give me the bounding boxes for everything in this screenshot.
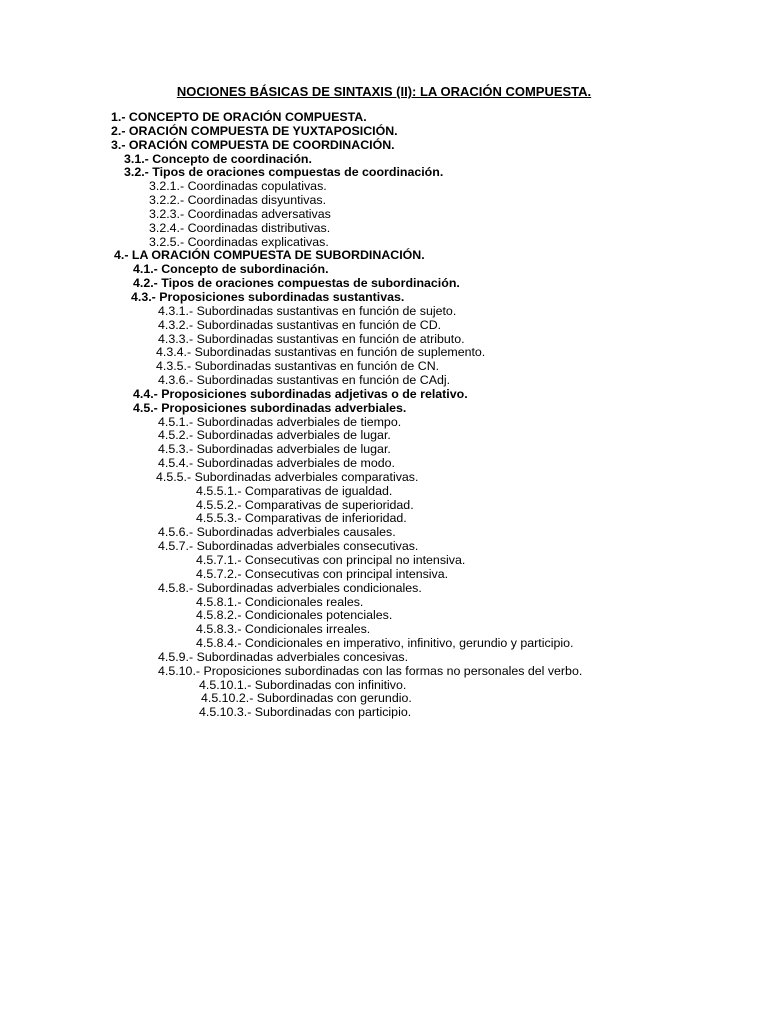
toc-item: 3.2.2.- Coordinadas disyuntivas. — [149, 193, 327, 208]
toc-item: 4.5.8.- Subordinadas adverbiales condicionales. — [158, 580, 422, 595]
toc-subheading: 4.5.- Proposiciones subordinadas adverbiales. — [133, 400, 407, 415]
toc-heading: 4.- LA ORACIÓN COMPUESTA DE SUBORDINACIÓN. — [114, 248, 425, 263]
toc-subitem: 4.5.8.2.- Condicionales potenciales. — [196, 608, 393, 623]
toc-item: 3.2.3.- Coordinadas adversativas — [149, 206, 331, 221]
toc-item: 4.3.1.- Subordinadas sustantivas en función de sujeto. — [158, 303, 457, 318]
toc-item: 4.5.7.- Subordinadas adverbiales consecutivas. — [158, 539, 419, 554]
toc-item: 3.2.4.- Coordinadas distributivas. — [149, 220, 331, 235]
toc-subitem: 4.5.5.2.- Comparativas de superioridad. — [196, 497, 414, 512]
toc-subitem: 4.5.10.3.- Subordinadas con participio. — [199, 705, 412, 720]
toc-subitem: 4.5.8.1.- Condicionales reales. — [196, 594, 364, 609]
toc-item: 4.3.6.- Subordinadas sustantivas en función de CAdj. — [158, 373, 451, 388]
toc-subheading: 3.2.- Tipos de oraciones compuestas de coordinación. — [124, 165, 444, 180]
toc-subheading: 3.1.- Concepto de coordinación. — [124, 151, 312, 166]
toc-item: 3.2.5.- Coordinadas explicativas. — [149, 234, 329, 249]
toc-item: 4.5.4.- Subordinadas adverbiales de modo. — [158, 456, 395, 471]
toc-heading: 3.- ORACIÓN COMPUESTA DE COORDINACIÓN. — [111, 137, 395, 152]
toc-subheading: 4.1.- Concepto de subordinación. — [133, 262, 329, 277]
toc-subitem: 4.5.8.4.- Condicionales en imperativo, infinitivo, gerundio y participio. — [196, 636, 574, 651]
toc-item: 4.3.3.- Subordinadas sustantivas en función de atributo. — [158, 331, 465, 346]
toc-item: 4.5.5.- Subordinadas adverbiales comparativas. — [156, 469, 419, 484]
toc-subheading: 4.2.- Tipos de oraciones compuestas de subordinación. — [133, 276, 460, 291]
toc-item: 4.3.5.- Subordinadas sustantivas en función de CN. — [156, 359, 440, 374]
toc-heading: 2.- ORACIÓN COMPUESTA DE YUXTAPOSICIÓN. — [111, 123, 398, 138]
toc-item: 4.5.10.- Proposiciones subordinadas con las formas no personales del verbo. — [158, 663, 583, 678]
toc-subitem: 4.5.5.1.- Comparativas de igualdad. — [196, 483, 393, 498]
toc-item: 4.5.1.- Subordinadas adverbiales de tiempo. — [158, 414, 402, 429]
toc-subitem: 4.5.10.1.- Subordinadas con infinitivo. — [199, 677, 407, 692]
toc-subitem: 4.5.8.3.- Condicionales irreales. — [196, 622, 371, 637]
toc-item: 4.5.3.- Subordinadas adverbiales de lugar. — [158, 442, 391, 457]
toc-subitem: 4.5.10.2.- Subordinadas con gerundio. — [201, 691, 412, 706]
toc-subitem: 4.5.7.1.- Consecutivas con principal no intensiva. — [196, 553, 466, 567]
toc-item: 4.3.4.- Subordinadas sustantivas en función de suplemento. — [156, 345, 486, 360]
toc-item: 4.5.9.- Subordinadas adverbiales concesivas. — [158, 649, 409, 664]
toc-subitem: 4.5.7.2.- Consecutivas con principal intensiva. — [196, 566, 449, 581]
toc-item: 4.5.2.- Subordinadas adverbiales de lugar. — [158, 428, 391, 443]
toc-subitem: 4.5.5.3.- Comparativas de inferioridad. — [196, 511, 407, 526]
table-of-contents — [0, 111, 768, 720]
toc-item: 4.5.6.- Subordinadas adverbiales causales. — [158, 525, 396, 540]
toc-subheading: 4.3.- Proposiciones subordinadas sustantivas. — [131, 289, 405, 304]
toc-subheading: 4.4.- Proposiciones subordinadas adjetivas o de relativo. — [133, 386, 468, 401]
toc-heading: 1.- CONCEPTO DE ORACIÓN COMPUESTA. — [111, 110, 367, 124]
document-title: NOCIONES BÁSICAS DE SINTAXIS (II): LA ORACIÓN COMPUESTA. — [176, 84, 592, 99]
toc-item: 3.2.1.- Coordinadas copulativas. — [149, 179, 327, 194]
toc-item: 4.3.2.- Subordinadas sustantivas en función de CD. — [158, 317, 442, 332]
